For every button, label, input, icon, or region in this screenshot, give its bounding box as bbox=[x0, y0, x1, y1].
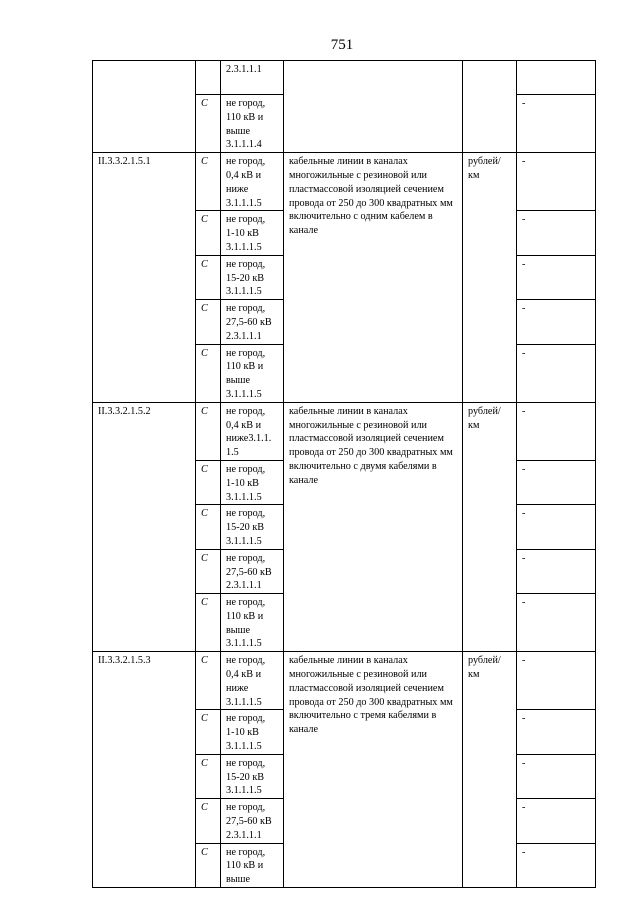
value-cell: - bbox=[517, 549, 596, 593]
value-cell: - bbox=[517, 710, 596, 754]
value-cell: - bbox=[517, 211, 596, 255]
value-cell bbox=[517, 61, 596, 95]
condition-cell: не город, 110 кВ и выше 3.1.1.1.5 bbox=[221, 594, 284, 652]
condition-cell: не город, 0,4 кВ и ниже 3.1.1.1.5 bbox=[221, 153, 284, 211]
table-body bbox=[93, 61, 596, 888]
letter-cell: C bbox=[196, 594, 221, 652]
condition-cell: 2.3.1.1.1 bbox=[221, 61, 284, 95]
value-cell: - bbox=[517, 843, 596, 887]
table-row bbox=[93, 153, 596, 211]
value-cell: - bbox=[517, 799, 596, 843]
unit-cell: рублей/ км bbox=[463, 153, 517, 403]
condition-cell: не город, 1-10 кВ 3.1.1.1.5 bbox=[221, 460, 284, 504]
letter-cell: C bbox=[196, 549, 221, 593]
table-row bbox=[93, 61, 596, 95]
condition-cell: не город, 1-10 кВ 3.1.1.1.5 bbox=[221, 211, 284, 255]
letter-cell: C bbox=[196, 843, 221, 887]
condition-cell: не город, 0,4 кВ и ниже3.1.1. 1.5 bbox=[221, 402, 284, 460]
value-cell: - bbox=[517, 594, 596, 652]
description-cell: кабельные линии в каналах многожильные с резиновой или пластмассовой изоляцией сечением провода от 250 до 300 квадратных мм включительно с двумя кабелями в канале bbox=[284, 402, 463, 652]
condition-cell: не город, 27,5-60 кВ 2.3.1.1.1 bbox=[221, 300, 284, 344]
letter-cell: C bbox=[196, 799, 221, 843]
page-number: 751 bbox=[330, 37, 354, 53]
condition-cell: не город, 0,4 кВ и ниже 3.1.1.1.5 bbox=[221, 652, 284, 710]
description-cell bbox=[284, 61, 463, 153]
value-cell: - bbox=[517, 460, 596, 504]
condition-cell: не город, 27,5-60 кВ 2.3.1.1.1 bbox=[221, 799, 284, 843]
condition-cell: не город, 27,5-60 кВ 2.3.1.1.1 bbox=[221, 549, 284, 593]
code-cell: II.3.3.2.1.5.1 bbox=[93, 153, 196, 403]
letter-cell: C bbox=[196, 505, 221, 549]
value-cell: - bbox=[517, 402, 596, 460]
code-cell bbox=[93, 61, 196, 153]
value-cell: - bbox=[517, 95, 596, 153]
description-cell: кабельные линии в каналах многожильные с резиновой или пластмассовой изоляцией сечением провода от 250 до 300 квадратных мм включительно с тремя кабелями в канале bbox=[284, 652, 463, 888]
condition-cell: не город, 110 кВ и выше 3.1.1.1.5 bbox=[221, 344, 284, 402]
value-cell: - bbox=[517, 344, 596, 402]
letter-cell: C bbox=[196, 754, 221, 798]
letter-cell: C bbox=[196, 460, 221, 504]
letter-cell: C bbox=[196, 255, 221, 299]
tariff-table bbox=[92, 60, 596, 888]
condition-cell: не город, 110 кВ и выше bbox=[221, 843, 284, 887]
unit-cell: рублей/ км bbox=[463, 652, 517, 888]
value-cell: - bbox=[517, 505, 596, 549]
letter-cell bbox=[196, 61, 221, 95]
letter-cell: C bbox=[196, 211, 221, 255]
condition-cell: не город, 1-10 кВ 3.1.1.1.5 bbox=[221, 710, 284, 754]
unit-cell: рублей/ км bbox=[463, 402, 517, 652]
condition-cell: не город, 110 кВ и выше 3.1.1.1.4 bbox=[221, 95, 284, 153]
description-cell: кабельные линии в каналах многожильные с резиновой или пластмассовой изоляцией сечением провода от 250 до 300 квадратных мм включительно с одним кабелем в канале bbox=[284, 153, 463, 403]
letter-cell: C bbox=[196, 95, 221, 153]
letter-cell: C bbox=[196, 153, 221, 211]
letter-cell: C bbox=[196, 710, 221, 754]
unit-cell bbox=[463, 61, 517, 153]
letter-cell: C bbox=[196, 402, 221, 460]
value-cell: - bbox=[517, 300, 596, 344]
value-cell: - bbox=[517, 153, 596, 211]
value-cell: - bbox=[517, 754, 596, 798]
condition-cell: не город, 15-20 кВ 3.1.1.1.5 bbox=[221, 255, 284, 299]
letter-cell: C bbox=[196, 652, 221, 710]
condition-cell: не город, 15-20 кВ 3.1.1.1.5 bbox=[221, 754, 284, 798]
letter-cell: C bbox=[196, 344, 221, 402]
code-cell: II.3.3.2.1.5.2 bbox=[93, 402, 196, 652]
value-cell: - bbox=[517, 255, 596, 299]
letter-cell: C bbox=[196, 300, 221, 344]
condition-cell: не город, 15-20 кВ 3.1.1.1.5 bbox=[221, 505, 284, 549]
code-cell: II.3.3.2.1.5.3 bbox=[93, 652, 196, 888]
value-cell: - bbox=[517, 652, 596, 710]
table-row bbox=[93, 402, 596, 460]
table-row bbox=[93, 652, 596, 710]
